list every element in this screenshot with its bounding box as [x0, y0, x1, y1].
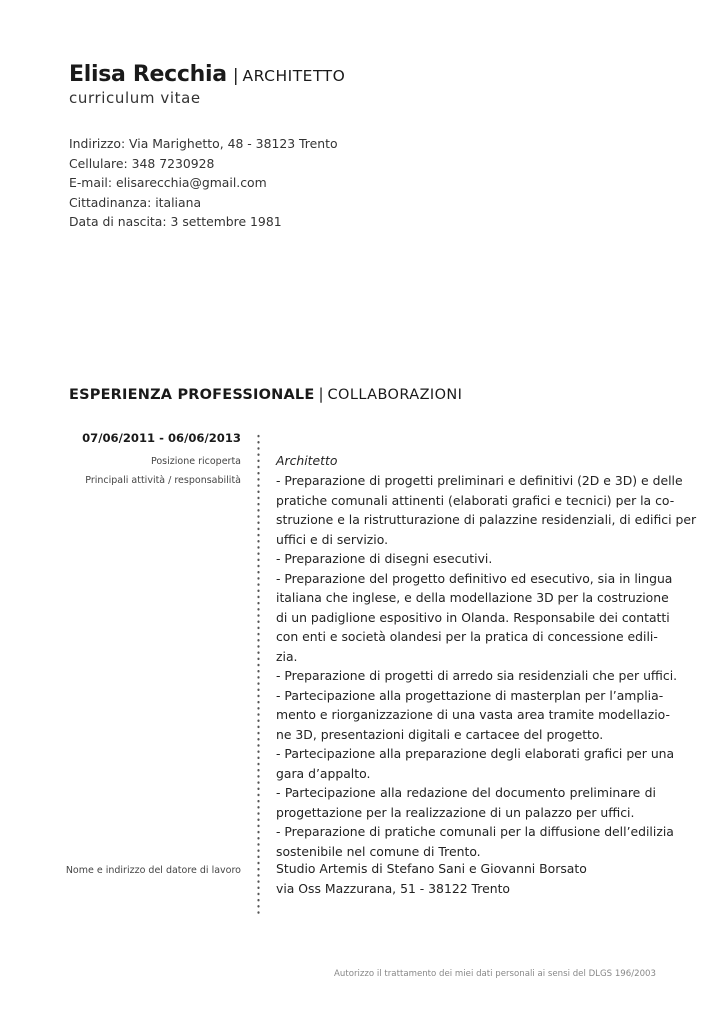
description-line: sostenibile nel comune di Trento. [276, 843, 481, 859]
document-subtitle: curriculum vitae [69, 89, 201, 107]
contact-citizenship: Cittadinanza: italiana [69, 194, 202, 210]
description-line: - Preparazione di progetti preliminari e definitivi (2D e 3D) e delle [276, 473, 683, 488]
position-label: Posizione ricoperta [150, 456, 241, 467]
contact-birthdate: Data di nascita: 3 settembre 1981 [69, 214, 282, 229]
description-line: italiana che inglese, e della modellazione 3D per la costruzione [276, 590, 669, 605]
activities-description [276, 471, 697, 861]
contact-email: E-mail: elisarecchia@gmail.com [69, 175, 267, 190]
description-line: ne 3D, presentazioni digitali e cartacee del progetto. [276, 726, 604, 742]
activities-label: Principali attività / responsabilità [85, 475, 241, 486]
description-line: - Preparazione di progetti di arredo sia residenziali che per uffici. [276, 668, 678, 683]
section-heading [69, 384, 462, 403]
employer-address: via Oss Mazzurana, 51 - 38122 Trento [276, 880, 511, 896]
description-line: con enti e società olandesi per la pratica di concessione edili- [276, 629, 658, 644]
description-line: zia. [276, 648, 298, 664]
employer-name: Studio Artemis di Stefano Sani e Giovanni Borsato [276, 861, 587, 876]
description-line: progettazione per la realizzazione di un palazzo per uffici. [276, 804, 635, 820]
section-title-light: COLLABORAZIONI [327, 387, 463, 403]
person-role: ARCHITETTO [242, 67, 346, 85]
description-line: uffici e di servizio. [276, 531, 389, 547]
description-line: - Partecipazione alla preparazione degli elaborati grafici per una [276, 746, 675, 761]
employer-info [276, 859, 587, 898]
experience-date-range: 07/06/2011 - 06/06/2013 [82, 431, 241, 445]
description-line: di un padiglione espositivo in Olanda. Responsabile dei contatti [276, 609, 670, 625]
description-line: - Preparazione di disegni esecutivi. [276, 551, 493, 566]
job-position: Architetto [276, 453, 338, 468]
contact-phone: Cellulare: 348 7230928 [69, 155, 215, 171]
description-line: - Preparazione di pratiche comunali per la diffusione dell’edilizia [276, 824, 674, 839]
header-separator: | [232, 66, 239, 86]
header [69, 62, 345, 87]
person-name: Elisa Recchia [69, 62, 227, 87]
description-line: gara d’appalto. [276, 765, 371, 781]
description-line: - Partecipazione alla progettazione di masterplan per l’amplia- [276, 687, 664, 703]
contact-address: Indirizzo: Via Marighetto, 48 - 38123 Trento [69, 136, 338, 151]
description-line: struzione e la ristrutturazione di palazzine residenziali, di edifici per [276, 512, 697, 527]
description-line: - Partecipazione alla redazione del documento preliminare di [276, 785, 656, 800]
section-separator: | [318, 385, 324, 403]
description-line: mento e riorganizzazione di una vasta area tramite modellazio- [276, 707, 670, 722]
description-line: - Preparazione del progetto definitivo ed esecutivo, sia in lingua [276, 570, 673, 586]
privacy-footer: Autorizzo il trattamento dei miei dati personali ai sensi del DLGS 196/2003 [334, 969, 656, 979]
contact-info [69, 134, 338, 232]
dotted-divider [257, 433, 260, 915]
section-title-bold: ESPERIENZA PROFESSIONALE [69, 387, 315, 403]
employer-label: Nome e indirizzo del datore di lavoro [65, 865, 241, 876]
description-line: pratiche comunali attinenti (elaborati grafici e tecnici) per la co- [276, 492, 675, 508]
